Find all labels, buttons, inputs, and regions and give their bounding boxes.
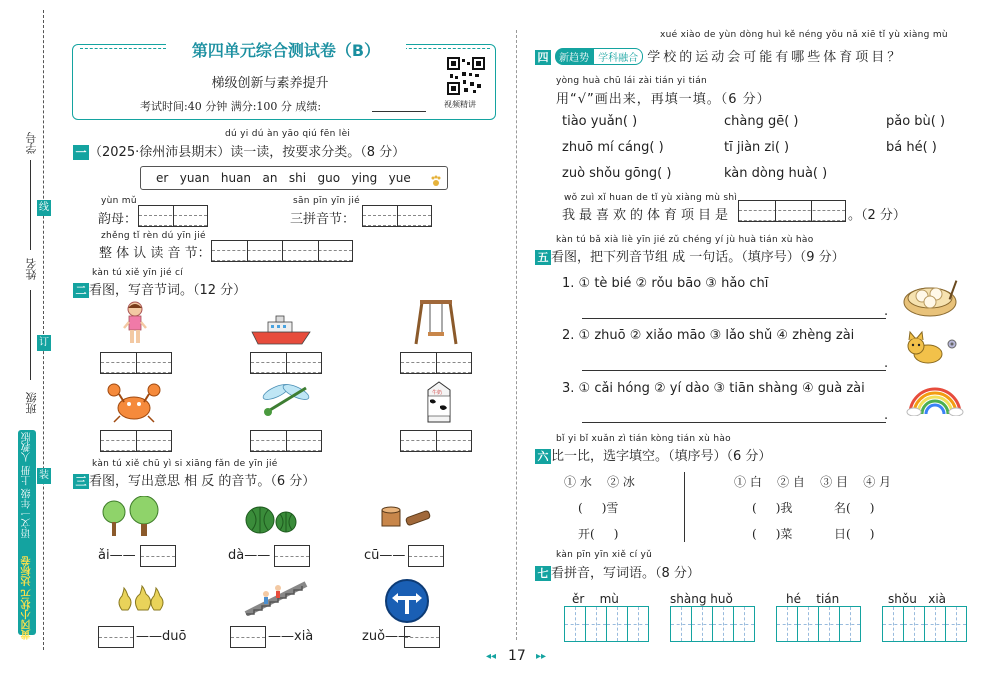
sport-tiaoyuan[interactable]: tiào yuǎn( )	[562, 114, 638, 129]
q4-badge: 新趋势	[555, 48, 593, 65]
q2-grid-5[interactable]	[250, 430, 322, 452]
ship-icon	[250, 314, 312, 346]
dumpling-icon	[900, 274, 964, 320]
q4-pinyin-2: yòng huà chū lái zài tián yi tián	[556, 76, 708, 86]
q7-number: 七	[535, 566, 551, 581]
zhengti-label: 整 体 认 读 音 节：	[99, 246, 211, 261]
yunmu-pinyin: yùn mǔ	[101, 196, 137, 206]
cat-icon	[904, 330, 960, 366]
svg-text:牛奶: 牛奶	[432, 390, 443, 396]
q5-text: 看图，把下列音节组 成 一句话。（填序号）（9 分）	[551, 250, 845, 265]
q7-grid-3[interactable]	[776, 606, 860, 642]
q4-badge2: 学科融合	[593, 48, 643, 65]
q6-divider	[684, 472, 685, 542]
q5-period-2: .	[884, 356, 889, 371]
q1-pinyin: dú yi dú àn yāo qiú fēn lèi	[225, 129, 351, 139]
q5-period-3: .	[884, 408, 889, 423]
q2-number: 二	[73, 283, 89, 298]
pear-icon	[114, 584, 168, 612]
q3-item-1: ǎi——	[98, 548, 136, 563]
zhengti-pinyin: zhěng tǐ rèn dú yīn jié	[101, 231, 206, 241]
title-dash-left	[80, 48, 166, 49]
q7-word-1: ěr mù	[572, 592, 619, 606]
series-sub: 语文一年级 上册 人教版	[22, 432, 33, 539]
swing-icon	[412, 298, 460, 346]
label-xuehao: 学号	[25, 132, 38, 154]
page-subtitle: 梯级创新与素养提升	[211, 76, 329, 91]
sport-zuoshougong[interactable]: zuò shǒu gōng( )	[562, 166, 672, 181]
q5-line-2: 2. ① zhuō ② xiǎo māo ③ lǎo shǔ ④ zhèng zài	[562, 328, 855, 343]
q6-heading	[535, 445, 771, 464]
xuehao-line	[30, 160, 31, 250]
exam-info: 考试时间:40 分钟 满分:100 分 成绩:	[140, 100, 322, 113]
q3-item-3: cū——	[364, 548, 406, 563]
q6-left-options: ① 水 ② 冰	[564, 475, 635, 489]
q7-grid-4[interactable]	[882, 606, 966, 642]
qr-label: 视频精讲	[444, 100, 476, 109]
q6-pinyin: bǐ yi bǐ xuǎn zì tián kòng tián xù hào	[556, 434, 731, 444]
stairs-icon	[244, 580, 308, 616]
q2-text: 看图，写音节词。（12 分）	[89, 283, 247, 298]
milk-icon	[424, 380, 454, 424]
sport-zhuomicang[interactable]: zhuō mí cáng( )	[562, 140, 664, 155]
q5-answer-2[interactable]	[582, 370, 886, 371]
rainbow-icon	[906, 384, 964, 416]
q3-text: 看图，写出意思 相 反 的音节。（6 分）	[89, 474, 316, 489]
q5-answer-3[interactable]	[582, 422, 886, 423]
q4-text-2: 用“√”画出来，再填一填。（6 分）	[556, 92, 771, 107]
q2-pinyin: kàn tú xiě yīn jié cí	[92, 268, 183, 278]
page-title: 第四单元综合测试卷（B）	[166, 38, 406, 61]
q2-heading	[73, 279, 246, 298]
q6-right-5[interactable]: 日( )	[834, 527, 875, 541]
q7-grid-1[interactable]	[564, 606, 648, 642]
q4-heading	[535, 46, 903, 65]
q3-item-4: ——duō	[136, 629, 187, 644]
q3-number: 三	[73, 474, 89, 489]
page-number: 17	[508, 648, 526, 664]
girl-icon	[120, 300, 150, 346]
q4-like-score: 。（2 分）	[848, 208, 906, 223]
q5-answer-1[interactable]	[582, 318, 886, 319]
sport-paobu[interactable]: pǎo bù( )	[886, 114, 946, 129]
q5-line-3: 3. ① cǎi hóng ② yí dào ③ tiān shàng ④ guà zài	[562, 381, 865, 396]
sport-tijianzi[interactable]: tī jiàn zi( )	[724, 140, 790, 155]
pawprint-icon	[430, 172, 442, 184]
q1-number: 一	[73, 145, 89, 160]
q1-text: （2025·徐州沛县期末）读一读，按要求分类。（8 分）	[89, 145, 406, 160]
q5-heading	[535, 246, 845, 265]
marker-xian: 线	[37, 200, 51, 216]
q7-pinyin: kàn pīn yīn xiě cí yǔ	[556, 550, 653, 560]
q3-grid-1[interactable]	[140, 545, 176, 567]
score-line[interactable]	[372, 111, 426, 112]
q5-number: 五	[535, 250, 551, 265]
qr-code-icon[interactable]	[446, 56, 486, 96]
title-dash-right	[404, 48, 490, 49]
prev-page-icon[interactable]: ◂◂	[486, 651, 497, 662]
q3-grid-6[interactable]	[404, 626, 440, 648]
q2-grid-4[interactable]	[100, 430, 172, 452]
q1-syllables: er yuan huan an shi guo ying yue	[156, 171, 411, 185]
label-xingming: 姓名	[25, 258, 38, 280]
q4-number: 四	[535, 50, 551, 65]
yunmu-grid[interactable]	[138, 205, 208, 227]
q7-word-4: shǒu xià	[888, 592, 947, 606]
sanpin-label: 三拼音节：	[290, 212, 356, 227]
q7-heading	[535, 562, 700, 581]
q7-grid-2[interactable]	[670, 606, 754, 642]
page-divider	[516, 30, 517, 640]
turn-sign-icon	[384, 578, 430, 624]
sport-changge[interactable]: chàng gē( )	[724, 114, 799, 129]
yunmu-label: 韵母：	[98, 212, 138, 227]
q6-left-2[interactable]: 开( )	[578, 527, 619, 541]
marker-zhuang: 装	[37, 468, 51, 484]
sanpin-grid[interactable]	[362, 205, 432, 227]
q2-grid-3[interactable]	[400, 352, 472, 374]
sanpin-pinyin: sān pīn yīn jié	[293, 196, 360, 206]
next-page-icon[interactable]: ▸▸	[536, 651, 547, 662]
xingming-line	[30, 290, 31, 380]
series-name: 黄冈小状元 达标卷	[22, 556, 33, 640]
q4-like-pinyin: wǒ zuì xǐ huan de tǐ yù xiàng mù shì	[564, 193, 738, 203]
q3-item-2: dà——	[228, 548, 271, 563]
q4-pinyin-1: xué xiào de yùn dòng huì kě néng yǒu nǎ xiē tǐ yù xiàng mù	[660, 30, 948, 40]
watermelon-icon	[244, 504, 298, 534]
q3-grid-5[interactable]	[230, 626, 266, 648]
q3-item-6: zuǒ——	[362, 629, 412, 644]
q7-word-2: shàng huǒ	[670, 592, 733, 606]
marker-ding: 订	[37, 335, 51, 351]
q7-word-3: hé tián	[786, 592, 840, 606]
q5-pinyin: kàn tú bǎ xià liè yīn jié zǔ chéng yí jù huà tián xù hào	[556, 235, 814, 245]
q6-text: 比一比，选字填空。（填序号）（6 分）	[551, 449, 772, 464]
binding-dashed-line	[43, 10, 44, 650]
q4-like-grid[interactable]	[738, 200, 846, 222]
q7-text: 看拼音，写词语。（8 分）	[551, 566, 700, 581]
q1-heading	[73, 141, 405, 160]
sport-bahe[interactable]: bá hé( )	[886, 140, 937, 155]
dragonfly-icon	[258, 380, 316, 422]
q3-item-5: ——xià	[268, 629, 314, 644]
q6-number: 六	[535, 449, 551, 464]
wood-icon	[378, 504, 434, 530]
q2-grid-6[interactable]	[400, 430, 472, 452]
q3-heading	[73, 470, 315, 489]
label-banji: 班级	[25, 392, 38, 414]
q5-period-1: .	[884, 304, 889, 319]
q6-right-3[interactable]: 名( )	[834, 501, 875, 515]
q6-right-4[interactable]: ( )菜	[752, 527, 793, 541]
q3-grid-3[interactable]	[408, 545, 444, 567]
q6-left-1[interactable]: ( )雪	[578, 501, 619, 515]
q3-grid-4[interactable]	[98, 626, 134, 648]
sport-kandonghua[interactable]: kàn dòng huà( )	[724, 166, 828, 181]
q6-right-options: ① 白 ② 自 ③ 目 ④ 月	[734, 475, 892, 489]
q3-grid-2[interactable]	[274, 545, 310, 567]
tree-icon	[100, 496, 164, 538]
q6-right-2[interactable]: ( )我	[752, 501, 793, 515]
q4-text-1: 学校的运动会可能有哪些体育项目？	[647, 50, 904, 65]
crab-icon	[106, 380, 162, 424]
binding-strip	[0, 0, 62, 686]
zhengti-grid[interactable]	[211, 240, 353, 262]
q2-grid-2[interactable]	[250, 352, 322, 374]
q2-grid-1[interactable]	[100, 352, 172, 374]
q3-pinyin: kàn tú xiě chū yì si xiāng fǎn de yīn jié	[92, 459, 278, 469]
q5-line-1: 1. ① tè bié ② rǒu bāo ③ hǎo chī	[562, 276, 769, 291]
q4-like-text: 我最喜欢的体育项目是	[562, 208, 733, 223]
